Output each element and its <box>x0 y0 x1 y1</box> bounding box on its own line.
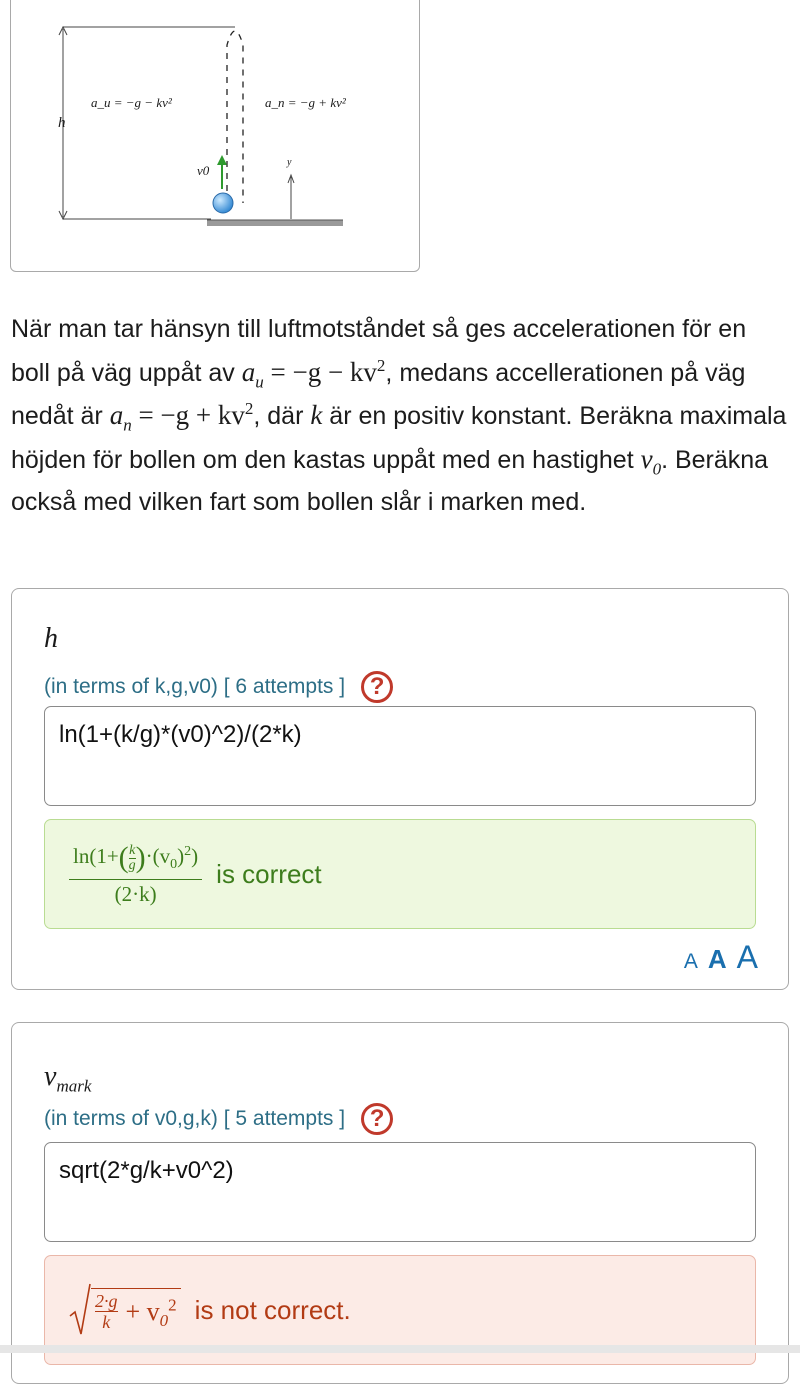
feedback-formula: $\frac{2\cdot g}{k}$ + $v_0^2$ <box>69 1282 181 1338</box>
problem-text-3: , där <box>253 402 311 430</box>
square-root-icon <box>69 1282 91 1338</box>
formula-a-up: $a_u = -g - kv^2$ <box>241 355 386 391</box>
problem-text-4: är en positiv konstant. Beräkna maximala höjden för bollen om den kastas uppåt med en hastighet <box>11 402 787 474</box>
figure-v0-label: v0 <box>197 163 210 178</box>
question-hint-row <box>44 671 393 703</box>
feedback-formula: ln(1+( $\frac{k}{g}$ )$\cdot(v_0)^2$) (2·k) <box>69 841 202 907</box>
problem-text-2: , medans accellerationen på väg nedåt är <box>11 358 746 430</box>
text-size-small-button[interactable]: A <box>683 950 698 973</box>
formula-v0: $v_0$ <box>640 443 662 478</box>
formula-k: k <box>310 400 323 430</box>
text-size-medium-button[interactable]: A <box>707 944 727 974</box>
page-bottom-divider <box>0 1345 800 1353</box>
question-card-vmark <box>11 1022 789 1384</box>
feedback-verdict: is correct <box>216 858 322 889</box>
question-hint: (in terms of k,g,v0) [ 6 attempts ] <box>44 675 346 698</box>
help-icon[interactable]: ? <box>361 671 393 703</box>
question-variable-vmark: $v_{mark}$ <box>44 1061 92 1096</box>
problem-text-1: När man tar hänsyn till luftmotståndet så ges accelerationen för en boll på väg uppåt av <box>11 315 747 387</box>
help-icon[interactable]: ? <box>361 1103 393 1135</box>
question-hint-row <box>44 1103 393 1135</box>
formula-a-down: $a_n = -g + kv^2$ <box>109 399 254 435</box>
figure-an-label: a_n = −g + kv² <box>265 95 346 110</box>
feedback-verdict: is not correct. <box>194 1294 351 1325</box>
answer-input-h[interactable]: ln(1+(k/g)*(v0)^2)/(2*k) <box>44 706 756 806</box>
figure-y-label: y <box>287 157 292 168</box>
text-size-large-button[interactable]: A <box>736 939 758 975</box>
answer-input-vmark[interactable]: sqrt(2*g/k+v0^2) <box>44 1142 756 1242</box>
ball-trajectory-diagram <box>11 0 419 271</box>
figure-h-label: h <box>58 115 66 131</box>
text-size-controls <box>674 939 758 976</box>
figure-au-label: a_u = −g − kv² <box>91 95 172 110</box>
problem-figure <box>10 0 420 272</box>
problem-statement <box>11 308 791 524</box>
question-card-h <box>11 588 789 990</box>
feedback-correct <box>44 819 756 929</box>
question-variable-h: h <box>44 623 58 654</box>
problem-text-5: . Beräkna också med vilken fart som bollen slår i marken med. <box>11 445 769 516</box>
question-hint: (in terms of v0,g,k) [ 5 attempts ] <box>44 1107 346 1130</box>
